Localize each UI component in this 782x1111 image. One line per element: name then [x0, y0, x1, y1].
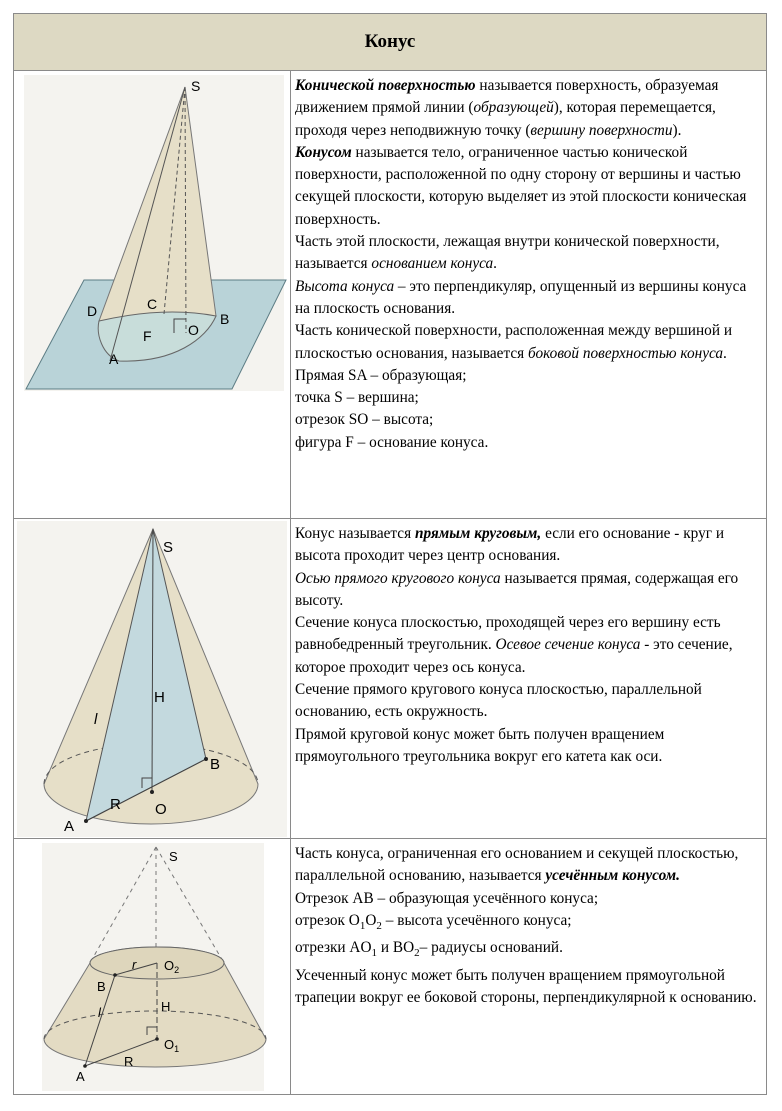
text-run: O [365, 911, 377, 929]
text-run: усечённым конусом. [545, 867, 680, 885]
paragraph [295, 365, 764, 387]
text-run: точка S – вершина; [295, 389, 419, 407]
text-run: Часть этой плоскости, лежащая внутри конической поверхности, называется [295, 233, 720, 273]
frustum-figure [14, 839, 291, 1094]
text-run: Отрезок AB – образующая усечённого конуса; [295, 889, 599, 907]
label-s: S [169, 849, 178, 864]
text-run: ). [672, 121, 682, 139]
text-run: . [493, 255, 497, 273]
text-run: 2 [414, 947, 420, 960]
row-frustum [14, 839, 766, 1094]
text-run: боковой поверхностью конуса [527, 344, 724, 362]
label-o2: $O_2$ [164, 958, 180, 975]
text-run: и BO [377, 939, 415, 957]
label-s: S [163, 539, 174, 556]
paragraph [295, 409, 764, 431]
text-run: Конической поверхностью [295, 77, 476, 94]
text-run: образующей [473, 99, 554, 117]
label-d: D [87, 303, 98, 319]
paragraph [295, 910, 764, 937]
paragraph [295, 965, 764, 1010]
label-o: O [155, 801, 167, 818]
text-run: Часть конической поверхности, расположенная между вершиной и плоскостью основания, называется [295, 322, 733, 362]
text-run: отрезок O [295, 911, 360, 929]
paragraph [295, 679, 764, 724]
text-run: 2 [376, 919, 382, 932]
right-circular-cone-figure [14, 519, 291, 839]
section2-text [295, 523, 764, 768]
paragraph [295, 724, 764, 769]
text-cell-3 [293, 839, 766, 1094]
label-o: O [188, 322, 199, 338]
label-s: S [191, 78, 201, 94]
text-run: – радиусы оснований. [419, 939, 563, 957]
text-run: отрезок SO – высота; [295, 411, 434, 429]
text-run: прямым круговым, [414, 525, 542, 542]
text-run: ), которая перемещается, проходя через неподвижную точку ( [295, 99, 716, 139]
section3-text [295, 843, 764, 1009]
label-a: A [64, 818, 75, 835]
text-run: Прямой круговой конус может быть получен вращением прямоугольного треугольника вокруг его катета как оси. [295, 725, 665, 765]
text-run: Сечение прямого кругового конуса плоскостью, параллельной основанию, есть окружность. [295, 681, 702, 721]
text-run: если его основание - круг и высота проходит через центр основания. [295, 525, 725, 565]
label-b: B [97, 979, 106, 994]
figure-cell-1 [14, 71, 291, 518]
text-run: Часть конуса, ограниченная его основанием и секущей плоскостью, параллельной основанию, называется [295, 845, 739, 885]
text-run: называется поверхность, образуемая движением прямой линии ( [295, 77, 719, 117]
text-run: Сечение конуса плоскостью, проходящей через его вершину есть равнобедренный треугольник. [295, 614, 721, 654]
text-run: Конус называется [295, 525, 415, 542]
text-run: Высота конуса [295, 277, 395, 295]
paragraph [295, 432, 764, 454]
label-b: B [220, 311, 230, 327]
text-run: Конусом [295, 143, 352, 161]
text-run: основанием конуса [371, 255, 494, 273]
figure-cell-2 [14, 519, 291, 838]
label-r: R [110, 796, 121, 813]
row-conic-surface [14, 71, 766, 519]
table-header [14, 14, 766, 71]
paragraph [295, 320, 764, 365]
label-r-small: r [132, 957, 137, 972]
text-run: отрезки AO [295, 939, 372, 957]
cone-table [13, 13, 767, 1095]
text-cell-2 [293, 519, 766, 838]
text-run: Прямая SA – образующая; [295, 366, 467, 384]
text-run: вершину поверхности [530, 121, 673, 139]
label-b: B [210, 756, 221, 773]
page-title: Конус [364, 31, 416, 52]
label-o1: $O_1$ [164, 1037, 180, 1054]
figure-cell-3 [14, 839, 291, 1094]
label-c: C [147, 296, 158, 312]
text-run: – это перпендикуляр, опущенный из вершины конуса на плоскость основания. [295, 277, 747, 317]
text-run: называется тело, ограниченное частью конической поверхности, расположенной по одну сторону от вершины и частью секущей плоскости, которую выделяет из этой плоскости коническая поверхность. [295, 143, 747, 228]
paragraph [295, 568, 764, 613]
text-run: Усеченный конус может быть получен вращением прямоугольной трапеции вокруг ее боковой стороны, перпендикулярной к основанию. [295, 966, 757, 1006]
cone-on-plane-figure [14, 71, 291, 519]
label-r-big: R [124, 1054, 134, 1069]
text-run: . [723, 344, 727, 362]
paragraph [295, 231, 764, 276]
paragraph [295, 612, 764, 679]
label-a: A [109, 351, 119, 367]
paragraph [295, 75, 764, 142]
text-run: Осевое сечение конуса [495, 636, 641, 654]
section1-text [295, 75, 764, 454]
text-run: 1 [359, 919, 366, 932]
label-a: A [76, 1069, 85, 1084]
label-f: F [143, 328, 152, 344]
text-run: - это сечение, которое проходит через ось конуса. [295, 636, 733, 676]
paragraph [295, 142, 764, 231]
paragraph [295, 523, 764, 568]
text-run: 1 [371, 947, 378, 960]
paragraph [295, 888, 764, 910]
label-h: H [154, 689, 165, 706]
text-run: – высота усечённого конуса; [381, 911, 572, 929]
text-run: называется прямая, содержащая его высоту. [295, 569, 739, 609]
text-cell-1 [293, 71, 766, 518]
paragraph [295, 843, 764, 888]
text-run: фигура F – основание конуса. [295, 433, 489, 451]
paragraph [295, 937, 764, 964]
row-right-circular-cone [14, 519, 766, 839]
text-run: Осью прямого кругового конуса [295, 569, 501, 587]
label-l: l [98, 1005, 101, 1020]
label-h: H [161, 999, 171, 1014]
label-l: l [94, 711, 98, 728]
paragraph [295, 387, 764, 409]
paragraph [295, 276, 764, 321]
